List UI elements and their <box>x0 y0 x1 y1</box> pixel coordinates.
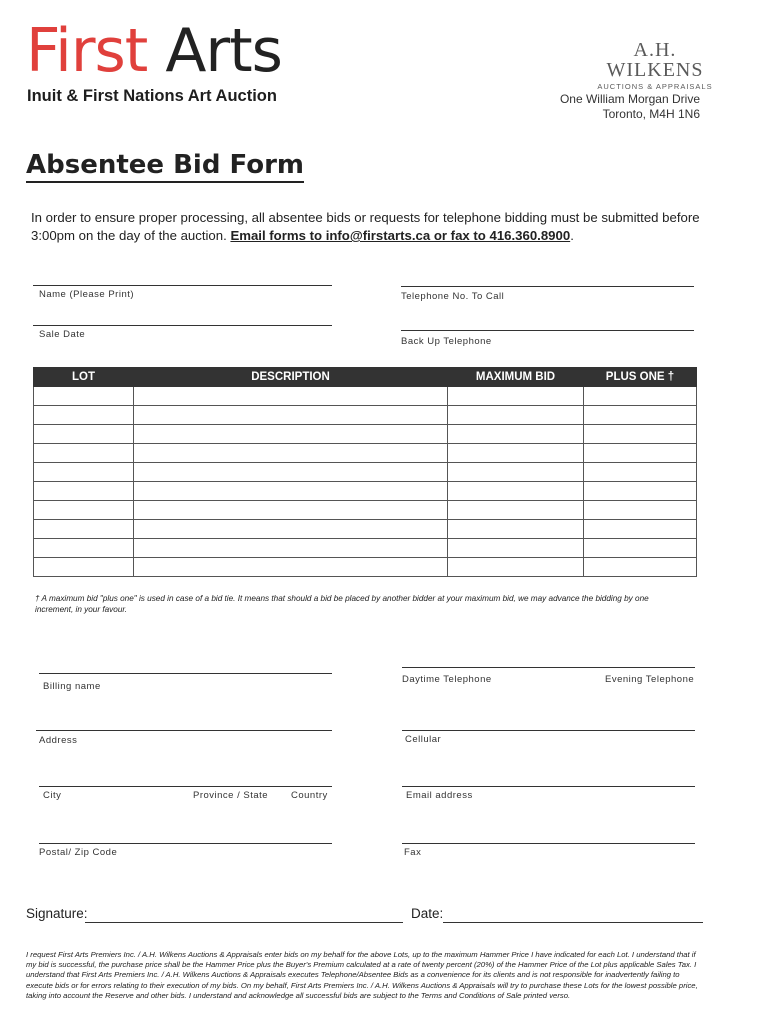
email-field[interactable] <box>402 786 695 787</box>
country-label: Country <box>291 790 328 801</box>
lot-header: LOT <box>34 368 134 387</box>
description-cell[interactable] <box>134 444 448 463</box>
legal-terms: I request First Arts Premiers Inc. / A.H. Wilkens Auctions & Appraisals enter bids on my behalf for the above Lots, up to the maximum Hammer Price I have indicated for each Lot. I understand that if my bid is successful, the purchase price shall be the Hammer Price plus the Buyer's Premium calculated at a rate of twenty percent (20%) of the Hammer Price of the Lot plus applicable Sales Tax. I understand that First Arts Premiers Inc. / A.H. Wilkens Auctions & Appraisals executes Telephone/Absentee Bids as a convenience for its clients and is not responsible for inadvertently failing to execute bids or for errors relating to their execution of my bids. On my behalf, First Arts Premiers Inc. / A.H. Wilkens Auctions & Appraisals will try to purchase these Lots for the lowest possible price, taking into account the Reserve and other bids. I understand and acknowledge all successful bids are subject to the Terms and Conditions of Sale printed verso. <box>26 950 698 1000</box>
plus-one-cell[interactable] <box>584 444 697 463</box>
plus-one-cell[interactable] <box>584 406 697 425</box>
date-field[interactable] <box>443 922 703 923</box>
lot-cell[interactable] <box>34 520 134 539</box>
lot-cell[interactable] <box>34 463 134 482</box>
email-fax-link[interactable]: Email forms to info@firstarts.ca or fax to 416.360.8900 <box>230 228 571 243</box>
table-row <box>34 406 697 425</box>
plus-one-cell[interactable] <box>584 463 697 482</box>
intro-text: In order to ensure proper processing, all absentee bids or requests for telephone bidding must be submitted before 3:00pm on the day of the auction. <box>31 210 700 243</box>
intro-paragraph <box>31 209 721 245</box>
table-row <box>34 539 697 558</box>
plus-one-cell[interactable] <box>584 425 697 444</box>
logo-first-word: First <box>26 16 148 86</box>
billing-name-field[interactable] <box>39 673 332 674</box>
signature-label: Signature: <box>26 906 88 921</box>
fax-label: Fax <box>404 847 422 858</box>
lot-cell[interactable] <box>34 425 134 444</box>
plus-one-cell[interactable] <box>584 387 697 406</box>
sale-date-label: Sale Date <box>39 329 86 340</box>
city-province-country-field[interactable] <box>39 786 332 787</box>
name-label: Name (Please Print) <box>39 289 135 300</box>
description-cell[interactable] <box>134 387 448 406</box>
logo-arts-word: Arts <box>165 16 282 86</box>
maximum-bid-header: MAXIMUM BID <box>448 368 584 387</box>
city-label: City <box>43 790 62 801</box>
maximum-bid-cell[interactable] <box>448 539 584 558</box>
description-cell[interactable] <box>134 558 448 577</box>
maximum-bid-cell[interactable] <box>448 520 584 539</box>
backup-telephone-label: Back Up Telephone <box>401 336 492 347</box>
lot-cell[interactable] <box>34 501 134 520</box>
intro-end: . <box>570 228 574 243</box>
maximum-bid-cell[interactable] <box>448 558 584 577</box>
lot-cell[interactable] <box>34 539 134 558</box>
address-block <box>560 92 700 122</box>
address-field[interactable] <box>36 730 332 731</box>
address-line2: Toronto, M4H 1N6 <box>602 107 700 121</box>
telephone-row-field[interactable] <box>402 667 695 668</box>
maximum-bid-cell[interactable] <box>448 482 584 501</box>
maximum-bid-cell[interactable] <box>448 406 584 425</box>
wilkens-logo-line3: AUCTIONS & APPRAISALS <box>597 82 713 91</box>
cellular-label: Cellular <box>405 734 442 745</box>
plus-one-cell[interactable] <box>584 482 697 501</box>
table-row <box>34 463 697 482</box>
description-cell[interactable] <box>134 406 448 425</box>
table-row <box>34 482 697 501</box>
bid-table-header <box>34 368 697 387</box>
lot-cell[interactable] <box>34 444 134 463</box>
plus-one-cell[interactable] <box>584 558 697 577</box>
name-field[interactable] <box>33 285 332 286</box>
email-label: Email address <box>406 790 473 801</box>
table-row <box>34 425 697 444</box>
lot-cell[interactable] <box>34 387 134 406</box>
plus-one-footnote: † A maximum bid "plus one" is used in case of a bid tie. It means that should a bid be placed by another bidder at your maximum bid, we may advance the bidding by one increment, in your favour. <box>35 594 649 614</box>
description-cell[interactable] <box>134 539 448 558</box>
table-row <box>34 558 697 577</box>
description-cell[interactable] <box>134 463 448 482</box>
telephone-field[interactable] <box>401 286 694 287</box>
maximum-bid-cell[interactable] <box>448 501 584 520</box>
plus-one-cell[interactable] <box>584 539 697 558</box>
plus-one-header: PLUS ONE † <box>584 368 697 387</box>
fax-field[interactable] <box>402 843 695 844</box>
signature-field[interactable] <box>85 922 403 923</box>
maximum-bid-cell[interactable] <box>448 425 584 444</box>
description-cell[interactable] <box>134 501 448 520</box>
postal-zip-label: Postal/ Zip Code <box>39 847 118 858</box>
description-cell[interactable] <box>134 520 448 539</box>
address-label: Address <box>39 735 78 746</box>
plus-one-cell[interactable] <box>584 520 697 539</box>
address-line1: One William Morgan Drive <box>559 92 700 106</box>
table-row <box>34 387 697 406</box>
maximum-bid-cell[interactable] <box>448 444 584 463</box>
evening-telephone-label: Evening Telephone <box>605 674 695 685</box>
table-row <box>34 501 697 520</box>
lot-cell[interactable] <box>34 558 134 577</box>
bid-table <box>33 367 697 577</box>
table-row <box>34 520 697 539</box>
sale-date-field[interactable] <box>33 325 332 326</box>
first-arts-logo <box>26 18 282 84</box>
description-header: DESCRIPTION <box>134 368 448 387</box>
plus-one-cell[interactable] <box>584 501 697 520</box>
wilkens-logo-line2: WILKENS <box>606 59 704 81</box>
maximum-bid-cell[interactable] <box>448 463 584 482</box>
description-cell[interactable] <box>134 482 448 501</box>
wilkens-logo <box>595 40 715 91</box>
logo-subtitle: Inuit & First Nations Art Auction <box>27 87 277 105</box>
wilkens-logo-line1: A.H. <box>633 39 677 61</box>
billing-name-label: Billing name <box>43 681 101 692</box>
province-state-label: Province / State <box>193 790 269 801</box>
daytime-telephone-label: Daytime Telephone <box>402 674 492 685</box>
maximum-bid-cell[interactable] <box>448 387 584 406</box>
postal-zip-field[interactable] <box>39 843 332 844</box>
lot-cell[interactable] <box>34 482 134 501</box>
lot-cell[interactable] <box>34 406 134 425</box>
telephone-label: Telephone No. To Call <box>401 291 505 302</box>
page-title: Absentee Bid Form <box>26 150 304 183</box>
cellular-field[interactable] <box>402 730 695 731</box>
table-row <box>34 444 697 463</box>
backup-telephone-field[interactable] <box>401 330 694 331</box>
date-label: Date: <box>411 906 444 921</box>
description-cell[interactable] <box>134 425 448 444</box>
